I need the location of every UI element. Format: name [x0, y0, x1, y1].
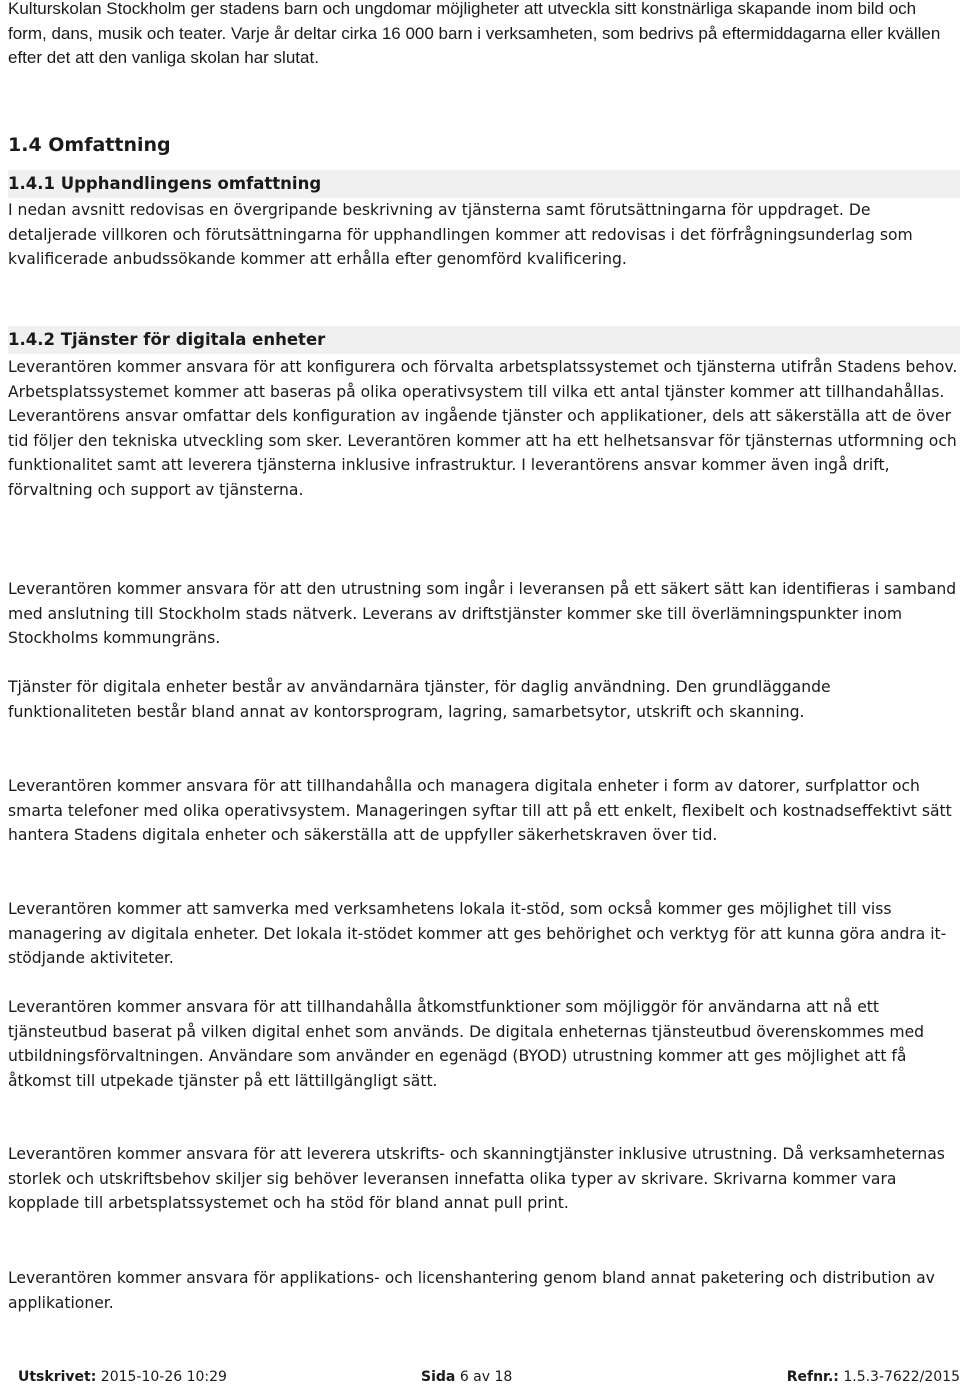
- paragraph-5: Leverantören kommer att samverka med verksamhetens lokala it-stöd, som också kommer ges möjlighet till viss managering av digitala enheter. Det lokala it-stödet kommer att ges behörighet och verktyg för att kunna göra andra it-stödjande aktiviteter.: [8, 900, 947, 968]
- footer-page-label: Sida: [421, 1369, 456, 1385]
- paragraph-3: Tjänster för digitala enheter består av användarnära tjänster, för daglig användning. Den grundläggande funktionaliteten består bland annat av kontorsprogram, lagring, samarbetsytor, utskrift och skanning.: [8, 678, 831, 721]
- paragraph-2: Leverantören kommer ansvara för att den utrustning som ingår i leveransen på ett säkert sätt kan identifieras i samband med anslutning till Stockholm stads nätverk. Leverans av driftstjänster kommer ske till överlämningspunkter inom Stockholms kommungräns.: [8, 580, 957, 648]
- paragraph-4: Leverantören kommer ansvara för att tillhandahålla och managera digitala enheter i form av datorer, surfplattor och smarta telefoner med olika operativsystem. Manageringen syftar till att på ett enkelt, flexibelt och kostnadseffektivt sätt hantera Stadens digitala enheter och säkerställa att de uppfyller säkerhetskraven över tid.: [8, 777, 952, 845]
- subsection-1-paragraph: I nedan avsnitt redovisas en övergripande beskrivning av tjänsterna samt förutsättningarna för uppdraget. De detaljerade villkoren och förutsättningarna för upphandlingen kommer att redovisas i det förfrågningsunderlag som kvalificerade anbudssökande kommer att erhålla efter genomförd kvalificering.: [8, 201, 913, 269]
- footer-page: [421, 1367, 512, 1387]
- page-footer: [18, 1367, 960, 1387]
- footer-printed: [18, 1367, 227, 1387]
- section-heading: 1.4 Omfattning: [8, 134, 171, 156]
- footer-ref: [787, 1367, 960, 1387]
- subsection-heading-2: 1.4.2 Tjänster för digitala enheter: [8, 326, 960, 354]
- intro-paragraph: Kulturskolan Stockholm ger stadens barn och ungdomar möjligheter att utveckla sitt konstnärliga skapande inom bild och form, dans, musik och teater. Varje år deltar cirka 16 000 barn i verksamheten, som bedrivs på eftermiddagarna eller kvällen efter det att den vanliga skolan har slutat.: [8, 0, 941, 67]
- footer-ref-value: 1.5.3-7622/2015: [843, 1369, 960, 1385]
- footer-page-value: 6 av 18: [459, 1369, 513, 1385]
- footer-ref-label: Refnr.:: [786, 1369, 839, 1385]
- paragraph-6: Leverantören kommer ansvara för att tillhandahålla åtkomstfunktioner som möjliggör för användarna att nå ett tjänsteutbud baserat på vilken digital enhet som används. De digitala enheternas tjänsteutbud överenskommes med utbildningsförvaltningen. Användare som använder en egenägd (BYOD) utrustning kommer att ges möjlighet att få åtkomst till utpekade tjänster på ett lättillgängligt sätt.: [8, 998, 925, 1090]
- subsection-heading-1: 1.4.1 Upphandlingens omfattning: [8, 170, 960, 198]
- paragraph-8: Leverantören kommer ansvara för applikations- och licenshantering genom bland annat paketering och distribution av applikationer.: [8, 1269, 935, 1312]
- document-page: [8, 0, 958, 1312]
- paragraph-7: Leverantören kommer ansvara för att leverera utskrifts- och skanningtjänster inklusive utrustning. Då verksamheternas storlek och utskriftsbehov skiljer sig behöver leveransen innefatta olika typer av skrivare. Skrivarna kommer vara kopplade till arbetsplatssystemet och ha stöd för bland annat pull print.: [8, 1145, 945, 1213]
- footer-printed-value: 2015-10-26 10:29: [100, 1369, 227, 1385]
- footer-printed-label: Utskrivet:: [18, 1369, 97, 1385]
- paragraph-1: Leverantören kommer ansvara för att konfigurera och förvalta arbetsplatssystemet och tjänsterna utifrån Stadens behov. Arbetsplatssystemet kommer att baseras på olika operativsystem till vilka ett antal tjänster kommer att tillhandahållas. Leverantörens ansvar omfattar dels konfiguration av ingående tjänster och applikationer, dels att säkerställa att de över tid följer den tekniska utveckling som sker. Leverantören kommer att ha ett helhetsansvar för tjänsternas utformning och funktionalitet samt att leverera tjänsterna inklusive infrastruktur. I leverantörens ansvar kommer även ingå drift, förvaltning och support av tjänsterna.: [8, 358, 958, 499]
